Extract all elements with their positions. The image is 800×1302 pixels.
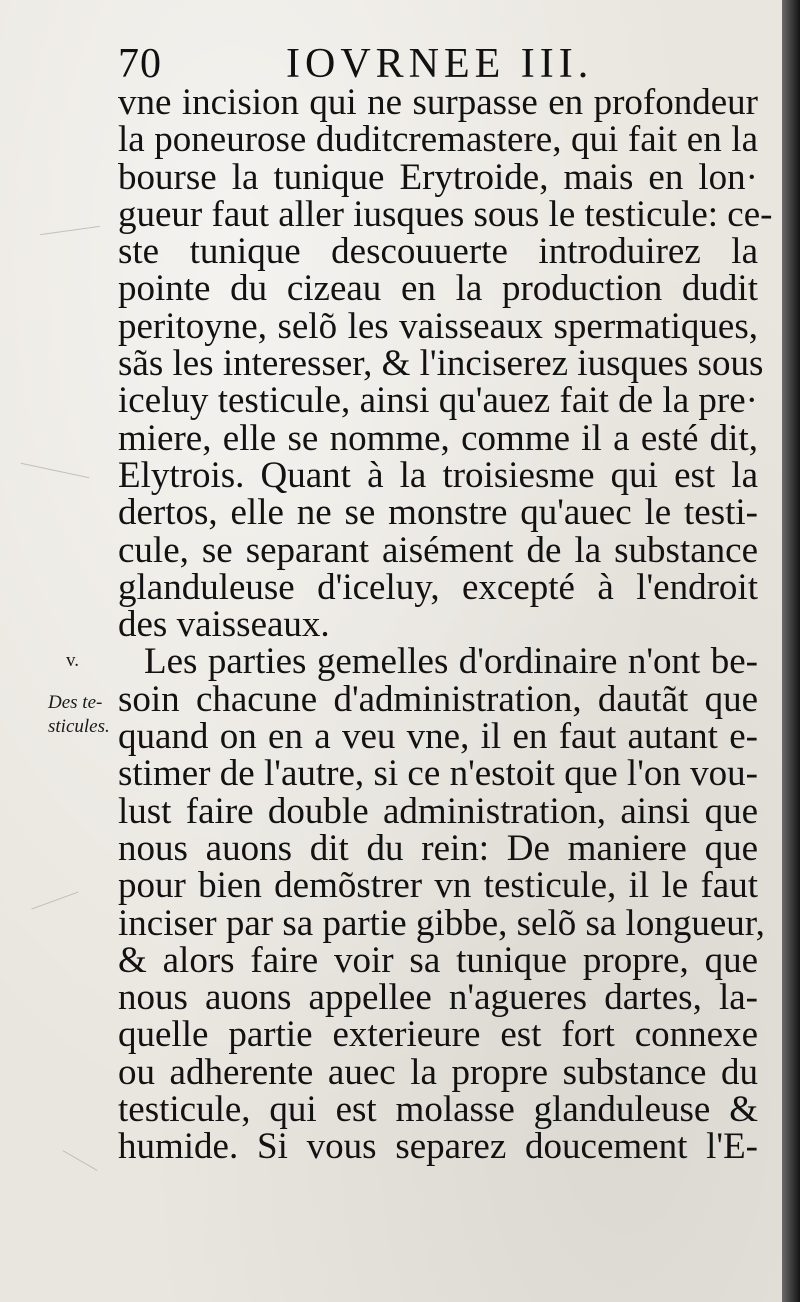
paper-fiber	[62, 1150, 97, 1171]
text-line: Les parties gemelles d'ordinaire n'ont be-	[144, 641, 758, 683]
text-line: quand on en a veu vne, il en faut autant e-	[118, 716, 758, 758]
text-line: sãs les interesser, & l'inciserez iusques sous	[118, 343, 764, 385]
page-edge-shadow	[782, 0, 800, 1302]
text-line: gueur faut aller iusques sous le testicule: ce-	[118, 193, 773, 235]
text-line: Elytrois. Quant à la troisiesme qui est la	[118, 454, 758, 496]
text-line: nous auons appellee n'agueres dartes, la-	[118, 977, 758, 1019]
paper-fiber	[40, 226, 100, 235]
text-line: testicule, qui est molasse glanduleuse &	[118, 1089, 758, 1131]
text-line: ste tunique descouuerte introduirez la	[118, 231, 758, 273]
text-line: humide. Si vous separez doucement l'E-	[118, 1126, 758, 1168]
text-line: peritoyne, selõ les vaisseaux spermatiques,	[118, 305, 758, 347]
text-line: bourse la tunique Erytroide, mais en lon·	[118, 156, 758, 198]
paper-fiber	[31, 891, 78, 909]
text-line: miere, elle se nomme, comme il a esté dit,	[118, 417, 758, 459]
text-line: ou adherente auec la propre substance du	[118, 1051, 758, 1093]
paper-fiber	[21, 463, 90, 479]
text-line: & alors faire voir sa tunique propre, que	[118, 939, 758, 981]
text-line: iceluy testicule, ainsi qu'auez fait de la pre·	[118, 380, 758, 422]
page-number: 70	[118, 41, 162, 87]
text-line: vne incision qui ne surpasse en profondeur	[118, 82, 758, 123]
text-line: stimer de l'autre, si ce n'estoit que l'on vou-	[118, 753, 758, 795]
margin-section-number: v.	[66, 650, 80, 671]
text-line: pour bien demõstrer vn testicule, il le faut	[118, 865, 758, 907]
running-title: IOVRNEE III.	[286, 41, 594, 87]
text-line: inciser par sa partie gibbe, selõ sa longueur,	[118, 902, 765, 944]
text-line: dertos, elle ne se monstre qu'auec le testi-	[118, 492, 758, 534]
margin-note-line: Des te-	[48, 692, 103, 713]
text-line: la poneurose duditcremastere, qui fait en la	[118, 119, 758, 161]
text-line: glanduleuse d'iceluy, excepté à l'endroit	[118, 566, 758, 608]
text-line: quelle partie exterieure est fort connexe	[118, 1014, 758, 1056]
text-line: cule, se separant aisément de la substance	[118, 529, 758, 571]
text-line: soin chacune d'administration, dautãt que	[118, 678, 758, 720]
text-line: nous auons dit du rein: De maniere que	[118, 827, 758, 869]
body-text	[118, 82, 773, 1168]
text-line: lust faire double administration, ainsi que	[118, 790, 758, 832]
text-line: pointe du cizeau en la production dudit	[118, 268, 758, 310]
margin-note-line: sticules.	[48, 716, 110, 737]
text-line: des vaisseaux.	[118, 604, 330, 646]
